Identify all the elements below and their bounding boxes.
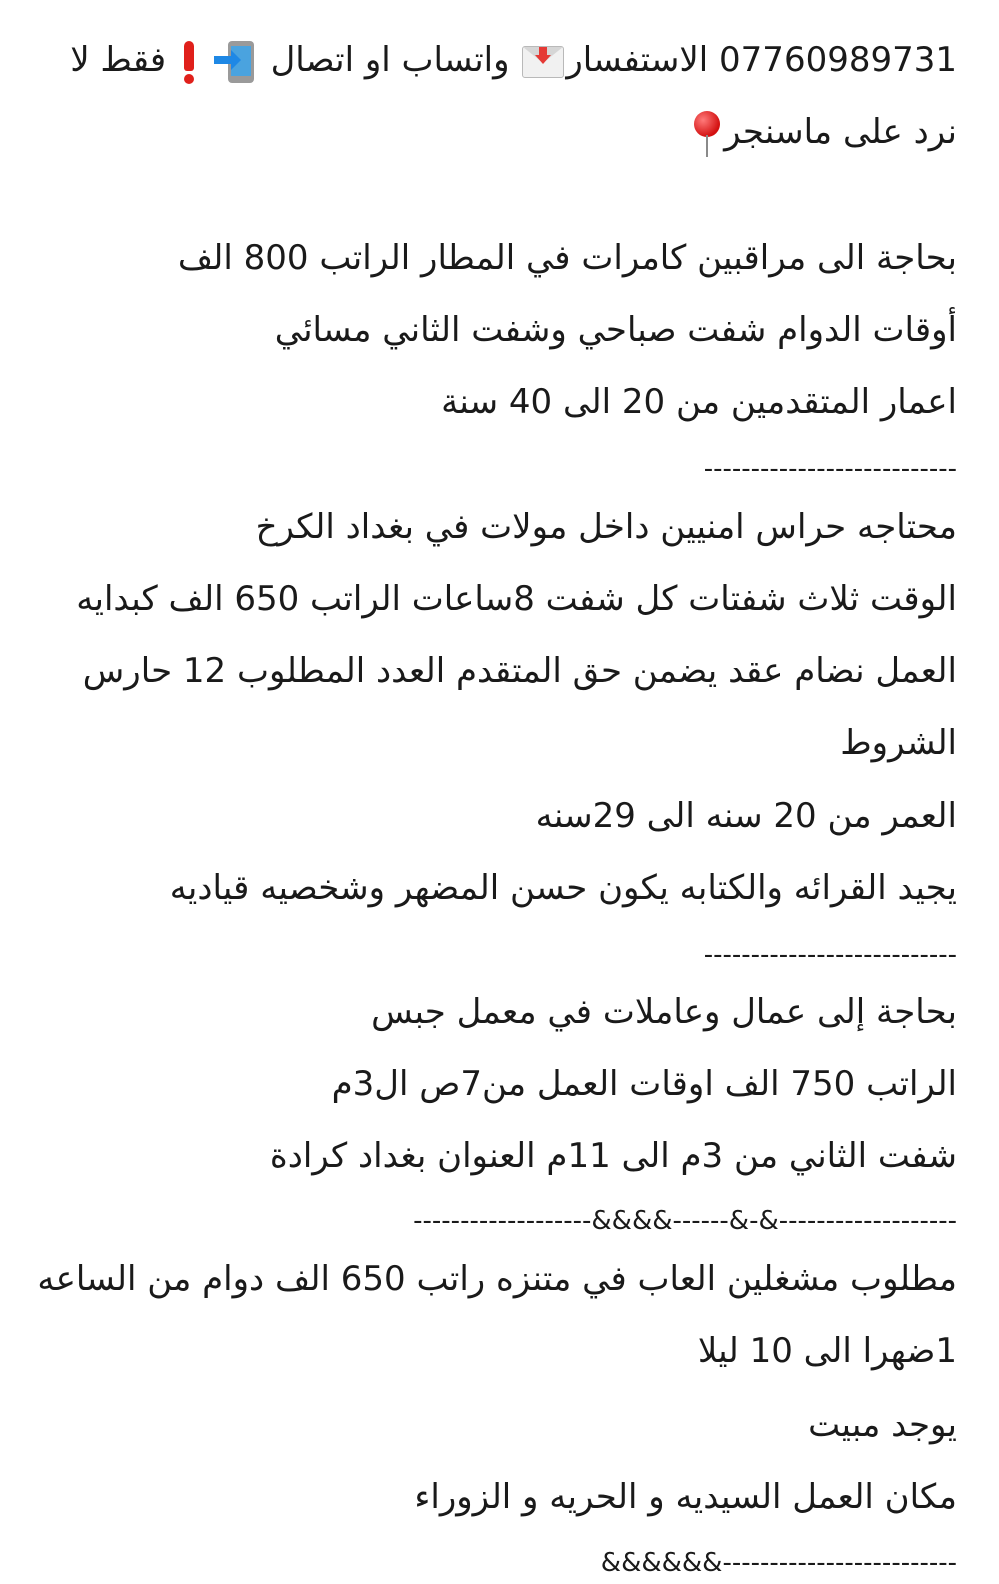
ad4-line1: مطلوب مشغلين العاب في متنزه راتب 650 الف دوام من الساعه bbox=[37, 1259, 957, 1299]
separator-4: &&&&&&------------------------- bbox=[600, 1548, 957, 1578]
ad1-line3: اعمار المتقدمين من 20 الى 40 سنة bbox=[441, 382, 957, 422]
ad4-line3: يوجد مبيت bbox=[808, 1405, 957, 1445]
phone-arrow-icon bbox=[214, 39, 258, 85]
ad2-line4: الشروط bbox=[840, 723, 957, 763]
ad3-line1: بحاجة إلى عمال وعاملات في معمل جبس bbox=[371, 992, 957, 1032]
ad4-line2: 1ضهرا الى 10 ليلا bbox=[697, 1331, 957, 1371]
ad2-line5: العمر من 20 سنه الى 29سنه bbox=[535, 796, 957, 836]
separator-1: --------------------------- bbox=[703, 454, 957, 484]
only-text: فقط لا bbox=[70, 40, 177, 80]
ad2-line2: الوقت ثلاث شفتات كل شفت 8ساعات الراتب 650 الف كبدايه bbox=[76, 579, 957, 619]
exclamation-icon bbox=[179, 39, 199, 85]
contact-line bbox=[40, 38, 957, 85]
separator-3: -------------------&&&&------&-&------------------- bbox=[413, 1206, 957, 1236]
messenger-note-text: نرد على ماسنجر bbox=[724, 112, 957, 152]
ad2-line3: العمل نضام عقد يضمن حق المتقدم العدد المطلوب 12 حارس bbox=[82, 651, 957, 691]
ad4-line4: مكان العمل السيديه و الحريه و الزوراء bbox=[414, 1477, 957, 1517]
contact-methods-text: واتساب او اتصال bbox=[259, 40, 521, 80]
messenger-note-line bbox=[40, 110, 957, 157]
ad2-line6: يجيد القرائه والكتابه يكون حسن المضهر وشخصيه قياديه bbox=[169, 868, 957, 908]
incoming-envelope-icon bbox=[522, 46, 564, 78]
ad2-line1: محتاجه حراس امنيين داخل مولات في بغداد الكرخ bbox=[255, 507, 957, 547]
phone-number-text: 07760989731 الاستفسار bbox=[566, 40, 957, 80]
ad1-line2: أوقات الدوام شفت صباحي وشفت الثاني مسائي bbox=[274, 310, 957, 350]
ad3-line2: الراتب 750 الف اوقات العمل من7ص ال3م bbox=[331, 1064, 957, 1104]
separator-2: --------------------------- bbox=[703, 940, 957, 970]
ad3-line3: شفت الثاني من 3م الى 11م العنوان بغداد كرادة bbox=[269, 1136, 957, 1176]
pushpin-icon bbox=[692, 111, 722, 157]
ad1-line1: بحاجة الى مراقبين كامرات في المطار الراتب 800 الف bbox=[177, 238, 957, 278]
